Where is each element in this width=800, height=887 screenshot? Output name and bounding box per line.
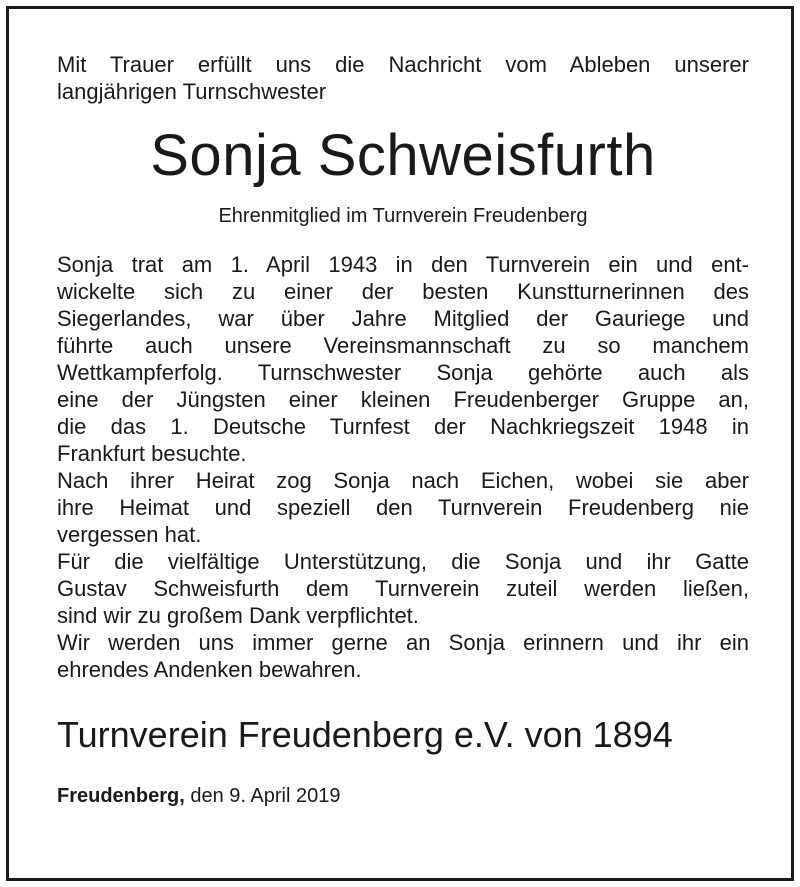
text-line: Wettkampferfolg. Turnschwester Sonja gehörte auch als [57,360,749,385]
paragraph-marriage [57,467,749,548]
text-line: die das 1. Deutsche Turnfest der Nachkriegszeit 1948 in [57,414,749,439]
text-line: Nach ihrer Heirat zog Sonja nach Eichen, wobei sie aber [57,468,749,493]
text-line: führte auch unsere Vereinsmannschaft zu so manchem [57,333,749,358]
text-line: Sonja trat am 1. April 1943 in den Turnverein ein und ent- [57,252,749,277]
text-line: ihre Heimat und speziell den Turnverein Freudenberg nie [57,495,749,520]
text-line: eine der Jüngsten einer kleinen Freudenberger Gruppe an, [57,387,749,412]
text-line: vergessen hat. [57,522,202,547]
notice-frame [6,6,794,881]
paragraph-career [57,251,749,467]
paragraph-thanks [57,548,749,629]
intro-line: Mit Trauer erfüllt uns die Nachricht vom Ableben unserer [57,52,749,77]
dateline-place: Freudenberg, [57,785,185,807]
text-line: Frankfurt besuchte. [57,441,247,466]
honorary-subtitle: Ehrenmitglied im Turnverein Freudenberg [218,205,588,227]
text-line: ehrendes Andenken bewahren. [57,657,362,682]
text-line: wickelte sich zu einer der besten Kunstturnerinnen des [57,279,749,304]
text-line: sind wir zu großem Dank verpflichtet. [57,603,419,628]
paragraph-remembrance [57,629,749,683]
notice-content [57,51,749,809]
intro-line: langjährigen Turnschwester [57,79,327,104]
notice-body [57,251,749,683]
intro-text [57,51,749,105]
text-line: Wir werden uns immer gerne an Sonja erinnern und ihr ein [57,630,749,655]
text-line: Gustav Schweisfurth dem Turnverein zuteil werden ließen, [57,576,749,601]
dateline [57,783,749,809]
deceased-name: Sonja Schweisfurth [150,123,656,188]
text-line: Siegerlandes, war über Jahre Mitglied der Gauriege und [57,306,749,331]
text-line: Für die vielfältige Unterstützung, die Sonja und ihr Gatte [57,549,749,574]
club-signature: Turnverein Freudenberg e.V. von 1894 [57,714,673,755]
dateline-date: den 9. April 2019 [190,785,341,807]
